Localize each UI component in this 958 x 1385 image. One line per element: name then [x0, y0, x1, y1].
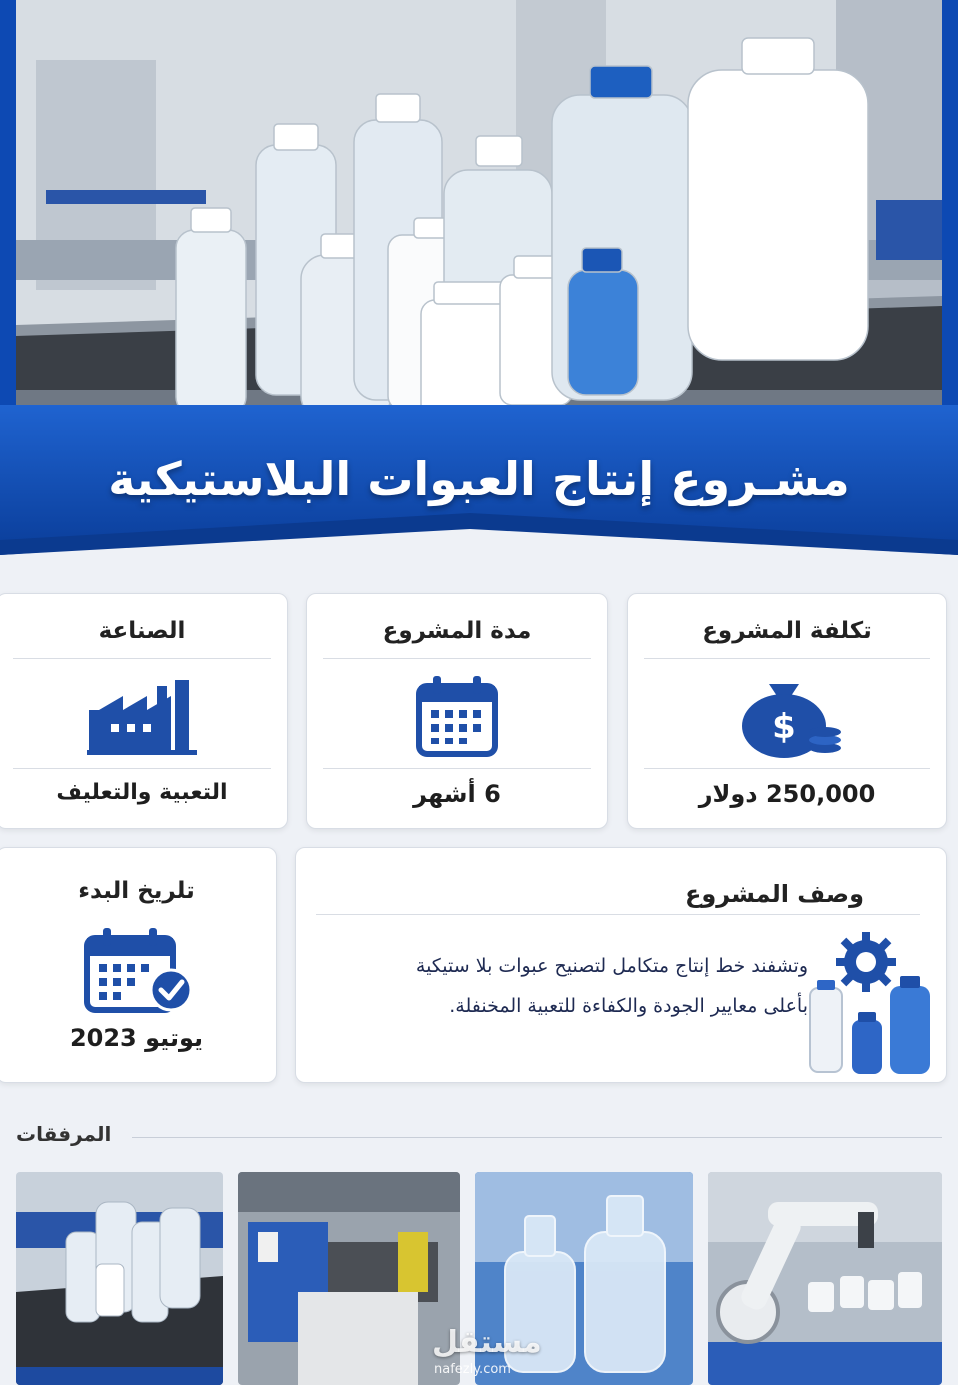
- duration-card: [306, 593, 608, 829]
- attachments-divider: [132, 1137, 942, 1138]
- attachment-thumb-robot[interactable]: [708, 1172, 942, 1385]
- divider: [644, 658, 930, 659]
- start-date-value: يوتيو 2023: [69, 1024, 204, 1052]
- watermark-url: nafezly.com: [434, 1362, 511, 1377]
- divider: [13, 768, 271, 769]
- hero-photo: [16, 0, 942, 412]
- industry-value: التعبية والتعليف: [56, 780, 228, 805]
- description-card: [295, 847, 947, 1083]
- calendar-icon: [415, 674, 499, 758]
- divider: [13, 658, 271, 659]
- description-line-2: بأعلى معايير الجودة والكفاءة للتعبية المخنفلة.: [449, 995, 808, 1017]
- cost-card: [627, 593, 947, 829]
- start-date-card-title: تلريخ البدء: [78, 878, 195, 904]
- factory-icon: [87, 676, 197, 756]
- description-card-title: وصف المشروع: [684, 880, 864, 908]
- page-title: مشـروع إنتاج العبوات البلاستيكية: [108, 452, 850, 506]
- calendar-check-icon: [77, 926, 197, 1014]
- svg-text:$: $: [772, 707, 796, 747]
- gear-bottles-icon: [806, 928, 936, 1078]
- industry-card: [0, 593, 288, 829]
- industry-card-title: الصناعة: [98, 618, 186, 644]
- divider: [644, 768, 930, 769]
- duration-card-title: مدة المشروع: [382, 618, 532, 644]
- attachments-title: المرفقات: [16, 1122, 112, 1146]
- cost-card-title: تكلفة المشروع: [702, 618, 872, 644]
- attachment-thumb-bottles[interactable]: [16, 1172, 223, 1385]
- divider: [323, 768, 591, 769]
- divider: [323, 658, 591, 659]
- description-text: [348, 946, 808, 1026]
- cost-value: 250,000 دولار: [698, 780, 876, 808]
- description-line-1: وتشفند خط إنتاج متكامل لتصنيح عبوات بلا ستيكية: [415, 955, 808, 977]
- start-date-card: [0, 847, 277, 1083]
- divider: [316, 914, 920, 915]
- money-bag-icon: [727, 674, 847, 758]
- duration-value: 6 أشهر: [413, 780, 501, 808]
- hero-section: [0, 0, 958, 430]
- attachment-thumb-machine[interactable]: [238, 1172, 460, 1385]
- watermark-logo: مستقل: [432, 1325, 542, 1360]
